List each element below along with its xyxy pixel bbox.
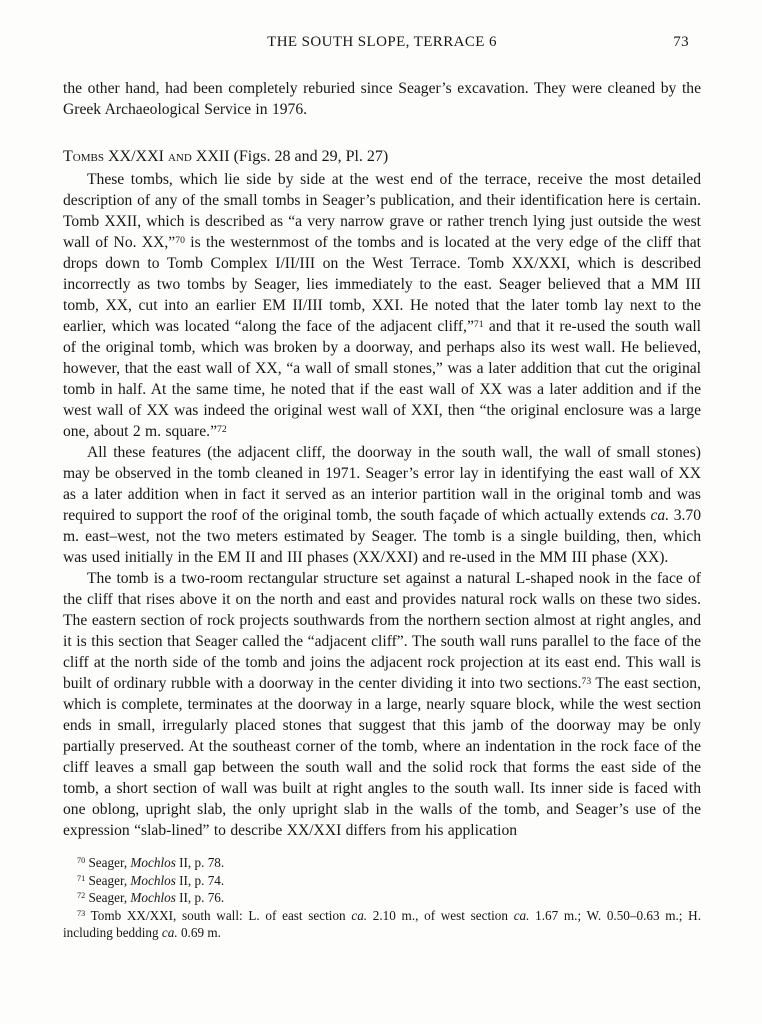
paragraph-structure-details: The tomb is a two-room rectangular structure set against a natural L-shaped nook in the face of the cliff that rises above it on the north and east and provides natural rock walls on these two sides. The eastern section of rock projects southwards from the northern section almost at right angles, and it is this section that Seager called the “adjacent cliff”. The south wall runs parallel to the face of the cliff at the north side of the tomb and joins the adjacent rock projection at its east end. This wall is built of ordinary rubble with a doorway in the center dividing it into two sections.$^{73}$ The east section, which is complete, terminates at the doorway in a large, nearly square block, while the west section ends in small, irregularly placed stones that suggest that this jamb of the doorway may be only partially preserved. At the southeast corner of the tomb, where an indentation in the rock face of the cliff leaves a small gap between the south wall and the solid rock that forms the east side of the tomb, a short section of wall was built at right angles to the south wall. Its inner side is faced with one oblong, upright slab, the only upright slab in the walls of the tomb, and Seager’s use of the expression “slab-lined” to describe XX/XXI differs from his application — [63, 570, 702, 839]
running-head — [63, 34, 701, 52]
footnote-73: $^{73}$ Tomb XX/XXI, south wall: L. of east section ca. 2.10 m., of west section ca. 1.67 m.; W. 0.50–0.63 m.; H. including bedding ca. 0.69 m. — [63, 907, 701, 940]
footnote-72: $^{72}$ Seager, Mochlos II, p. 76. — [77, 890, 225, 905]
section-heading: Tombs XX/XXI and XXII (Figs. 28 and 29, Pl. 27) — [63, 148, 389, 165]
running-title: THE SOUTH SLOPE, TERRACE 6 — [267, 34, 497, 50]
page-number: 73 — [673, 34, 689, 50]
paragraph-features-observed: All these features (the adjacent cliff, the doorway in the south wall, the wall of small stones) may be observed in the tomb cleaned in 1971. Seager’s error lay in identifying the east wall of XX as a later addition when in fact it served as an interior partition wall in the original tomb and was required to support the roof of the original tomb, the south façade of which actually extends ca. 3.70 m. east–west, not the two meters estimated by Seager. The tomb is a single building, then, which was used initially in the EM II and III phases (XX/XXI) and re-used in the MM III phase (XX). — [63, 444, 702, 566]
footnote-71: $^{71}$ Seager, Mochlos II, p. 74. — [77, 872, 225, 888]
paragraph-continuation: the other hand, had been completely reburied since Seager’s excavation. They were cleaned by the Greek Archaeological Service in 1976. — [63, 80, 701, 118]
footnote-70: $^{70}$ Seager, Mochlos II, p. 78. — [77, 855, 225, 870]
paragraph-tomb-description: These tombs, which lie side by side at the west end of the terrace, receive the most detailed description of any of the small tombs in Seager’s publication, and their identification here is certain. Tomb XXII, which is described as “a very narrow grave or rather trench lying just outside the west wall of No. XX,”$^{70}$ is the westernmost of the tombs and is located at the very edge of the cliff that drops down to Tomb Complex I/II/III on the West Terrace. Tomb XX/XXI, which is described incorrectly as two tombs by Seager, lies immediately to the east. Seager believed that a MM III tomb, XX, cut into an earlier EM II/III tomb, XXI. He noted that the later tomb lay next to the earlier, which was located “along the face of the adjacent cliff,”$^{71}$ and that it re-used the south wall of the original tomb, which was broken by a doorway, and perhaps also its west wall. He believed, however, that the east wall of XX, “a wall of small stones,” was a later addition that cut the original tomb in half. At the same time, he noted that if the east wall of XX was a later addition and if the west wall of XX was indeed the original west wall of XXI, then “the original enclosure was a large one, about 2 m. square.”$^{72}$ — [63, 171, 701, 440]
footnotes-section — [63, 854, 701, 942]
text-block — [63, 78, 701, 942]
